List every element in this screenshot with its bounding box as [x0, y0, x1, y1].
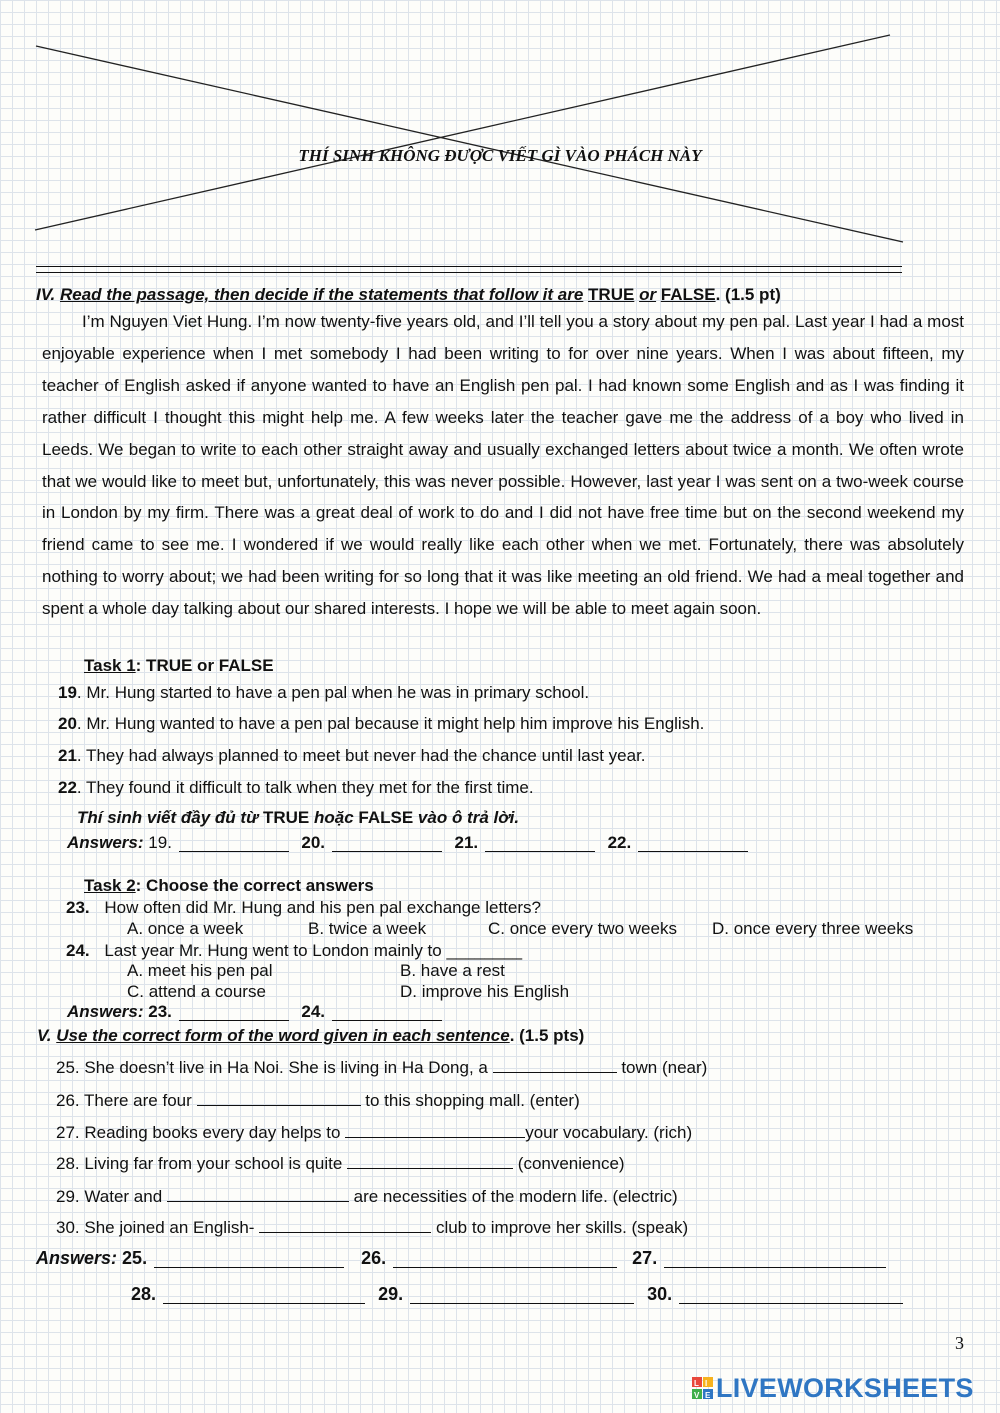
answer-29-input[interactable]: [410, 1287, 634, 1304]
task-2-answers: Answers: 23. 24.: [67, 1002, 444, 1022]
brand-name: LIVEWORKSHEETS: [716, 1373, 974, 1403]
svg-text:L: L: [694, 1379, 699, 1388]
sentence-30-blank: [259, 1218, 431, 1233]
sentence-30: 30. She joined an English- club to improve her skills. (speak): [56, 1218, 689, 1237]
section-5-answers-row-2: 28. 29. 30.: [131, 1284, 905, 1305]
separator-line: [36, 266, 902, 273]
q23-option-d[interactable]: D. once every three weeks: [712, 919, 914, 938]
section-4-heading: IV. Read the passage, then decide if the statements that follow it are TRUE or FALSE. (1.5 pt): [36, 285, 781, 304]
section-5-heading: V. Use the correct form of the word given in each sentence. (1.5 pts): [37, 1026, 585, 1045]
answer-25-input[interactable]: [154, 1251, 344, 1268]
svg-text:I: I: [705, 1379, 708, 1388]
q24-option-b[interactable]: B. have a rest: [400, 961, 505, 980]
answer-26-input[interactable]: [393, 1251, 617, 1268]
sentence-29: 29. Water and are necessities of the modern life. (electric): [56, 1187, 678, 1206]
svg-text:E: E: [705, 1391, 711, 1400]
sentence-29-blank: [167, 1187, 349, 1202]
q24-option-d[interactable]: D. improve his English: [400, 982, 570, 1001]
sentence-26: 26. There are four to this shopping mall. (enter): [56, 1091, 580, 1110]
task-1-answers: Answers: 19. 20. 21. 22.: [67, 833, 750, 853]
statement-21: 21. They had always planned to meet but never had the chance until last year.: [58, 746, 646, 765]
question-24: 24. Last year Mr. Hung went to London mainly to ________: [66, 941, 523, 960]
sentence-27: 27. Reading books every day helps to your vocabulary. (rich): [56, 1123, 693, 1142]
sentence-28: 28. Living far from your school is quite (convenience): [56, 1154, 625, 1173]
answer-23-input[interactable]: [179, 1004, 289, 1021]
answer-30-input[interactable]: [679, 1287, 903, 1304]
question-23: 23. How often did Mr. Hung and his pen pal exchange letters?: [66, 898, 541, 917]
liveworksheets-icon: [692, 1377, 714, 1401]
answer-21-input[interactable]: [485, 835, 595, 852]
q23-option-b[interactable]: B. twice a week: [308, 919, 427, 938]
reading-passage: I’m Nguyen Viet Hung. I’m now twenty-five years old, and I’ll tell you a story about my pen pal. Last year I had a most enjoyable experience when I met somebody I had been writing to for over nine years. When I was about fifteen, my teacher of English asked if anyone wanted to have an English pen pal. I had known some English and as I was finding it rather difficult I thought this might help me. A few weeks later the teacher gave me the address of a boy who lived in Leeds. We began to write to each other straight away and usually exchanged letters about twice a month. We often wrote that we would like to meet but, unfortunately, this was never possible. However, last year I was sent on a two-week course in London by my firm. There was a great deal of work to do and I did not have free time but on the second weekend my friend came to see me. I wondered if we would really like each other when we met. Fortunately, there was absolutely nothing to worry about; we had been writing for so long that it was like meeting an old friend. We had a meal together and spent a whole day talking about our shared interests. I hope we will be able to meet again soon.: [42, 312, 964, 619]
sentence-27-blank: [345, 1123, 525, 1138]
statement-22: 22. They found it difficult to talk when they met for the first time.: [58, 778, 534, 797]
q23-option-c[interactable]: C. once every two weeks: [488, 919, 677, 938]
task-2-heading: Task 2: Choose the correct answers: [84, 876, 374, 895]
task-1-heading: Task 1: TRUE or FALSE: [84, 656, 274, 675]
svg-text:V: V: [694, 1391, 700, 1400]
section-5-answers-row-1: Answers: 25. 26. 27.: [36, 1248, 888, 1269]
answer-24-input[interactable]: [332, 1004, 442, 1021]
answer-20-input[interactable]: [332, 835, 442, 852]
header-notice: THÍ SINH KHÔNG ĐƯỢC VIẾT GÌ VÀO PHÁCH NÀY: [298, 146, 702, 165]
q24-option-a[interactable]: A. meet his pen pal: [127, 961, 273, 980]
sentence-28-blank: [347, 1154, 513, 1169]
answer-22-input[interactable]: [638, 835, 748, 852]
answer-28-input[interactable]: [163, 1287, 365, 1304]
sentence-26-blank: [197, 1091, 361, 1106]
q23-option-a[interactable]: A. once a week: [127, 919, 244, 938]
answer-19-input[interactable]: [179, 835, 289, 852]
sentence-25-blank: [493, 1058, 617, 1073]
statement-20: 20. Mr. Hung wanted to have a pen pal because it might help him improve his English.: [58, 714, 705, 733]
sentence-25: 25. She doesn’t live in Ha Noi. She is living in Ha Dong, a town (near): [56, 1058, 708, 1077]
page-number: 3: [955, 1333, 964, 1353]
statement-19: 19. Mr. Hung started to have a pen pal when he was in primary school.: [58, 683, 590, 702]
answer-27-input[interactable]: [664, 1251, 886, 1268]
q24-option-c[interactable]: C. attend a course: [127, 982, 266, 1001]
header-cross-lines: [0, 0, 1000, 260]
task-1-note: Thí sinh viết đầy đủ từ TRUE hoặc FALSE vào ô trả lời.: [77, 808, 520, 827]
